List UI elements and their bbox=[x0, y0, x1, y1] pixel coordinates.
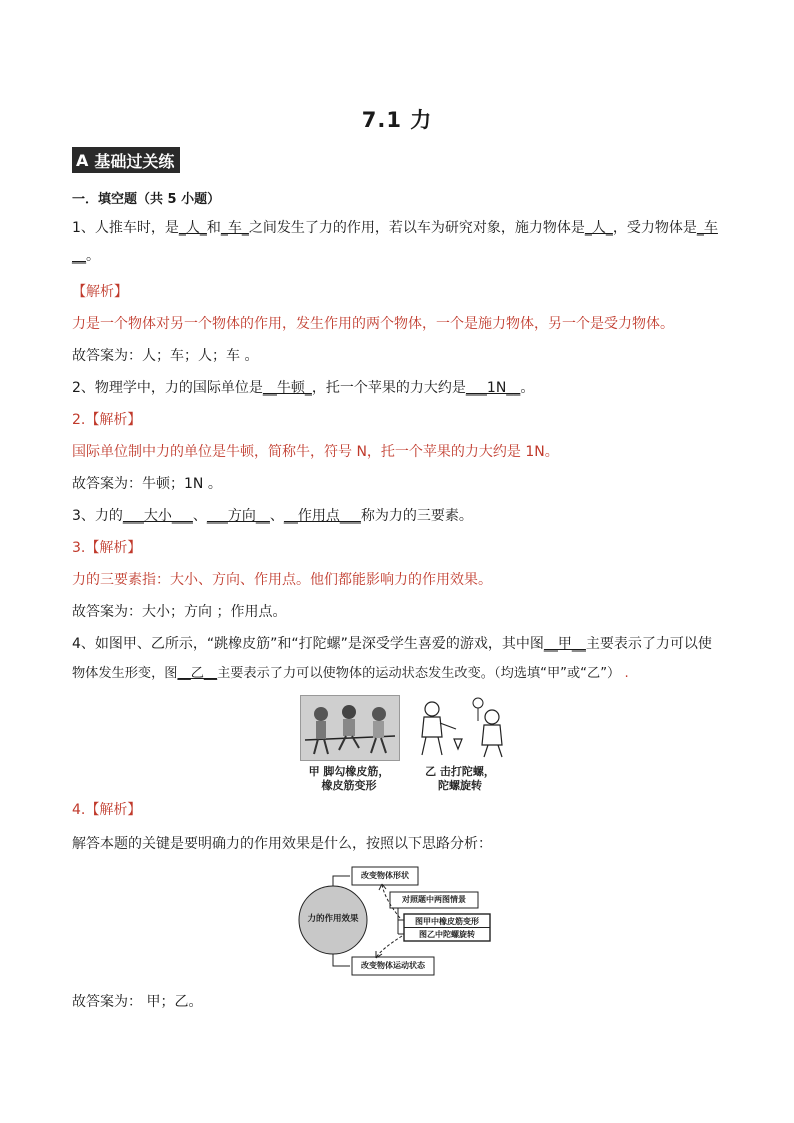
blank: __乙__ bbox=[177, 666, 218, 681]
blank: ___大小___ bbox=[122, 508, 193, 524]
force-effect-diagram bbox=[298, 862, 498, 978]
figure-yi-image bbox=[410, 695, 510, 759]
blank: __作用点___ bbox=[283, 508, 361, 524]
question-1: 1、人推车时，是_人_和_车_之间发生了力的作用，若以车为研究对象，施力物体是_人_，受力物体是_车 bbox=[72, 220, 718, 236]
blank: _车 bbox=[696, 220, 718, 236]
blank: __ bbox=[72, 248, 86, 264]
blank: __甲__ bbox=[543, 636, 586, 652]
blank: _人_ bbox=[178, 220, 207, 236]
blank: ___方向__ bbox=[206, 508, 270, 524]
answer: 故答案为：人；车；人；车 。 bbox=[72, 348, 259, 364]
diagram-r2: 图乙中陀螺旋转 bbox=[419, 930, 475, 939]
blank: _人_ bbox=[584, 220, 613, 236]
banner-tag: A bbox=[76, 150, 89, 170]
section-heading: 一．填空题（共 5 小题） bbox=[72, 192, 221, 207]
analysis-heading: 2.【解析】 bbox=[72, 412, 142, 428]
question-4-cont: 物体发生形变，图__乙__主要表示了力可以使物体的运动状态发生改变。（均选填“甲”或“乙”） . bbox=[72, 666, 629, 681]
section-banner bbox=[72, 147, 180, 173]
question-1-cont: __。 bbox=[72, 248, 100, 264]
blank: _车_ bbox=[220, 220, 249, 236]
diagram-top: 改变物体形状 bbox=[361, 871, 409, 880]
analysis-body: 力是一个物体对另一个物体的作用，发生作用的两个物体，一个是施力物体，另一个是受力物体。 bbox=[72, 316, 674, 332]
analysis-heading: 3.【解析】 bbox=[72, 540, 142, 556]
diagram-mid: 对照题中两图情景 bbox=[402, 895, 466, 904]
analysis-heading: 【解析】 bbox=[72, 284, 128, 300]
analysis-body: 国际单位制中力的单位是牛顿，简称牛，符号 N，托一个苹果的力大约是 1N。 bbox=[72, 444, 559, 460]
diagram-r1: 图甲中橡皮筋变形 bbox=[415, 917, 479, 926]
figure-yi-caption: 乙 击打陀螺， 陀螺旋转 bbox=[425, 765, 495, 792]
figure-jia-caption: 甲 脚勾橡皮筋， 橡皮筋变形 bbox=[308, 765, 390, 792]
question-4: 4、如图甲、乙所示，“跳橡皮筋”和“打陀螺”是深受学生喜爱的游戏，其中图__甲__主要表示了力可以使 bbox=[72, 636, 712, 652]
blank: ___1N__ bbox=[465, 380, 521, 396]
page-title: 7.1 力 bbox=[361, 108, 433, 132]
question-2: 2、物理学中，力的国际单位是__牛顿_，托一个苹果的力大约是___1N__。 bbox=[72, 380, 535, 396]
banner-label: 基础过关练 bbox=[94, 151, 175, 171]
diagram-center: 力的作用效果 bbox=[307, 914, 359, 924]
answer: 故答案为： 甲；乙。 bbox=[72, 994, 203, 1010]
analysis-body: 解答本题的关键是要明确力的作用效果是什么，按照以下思路分析： bbox=[72, 836, 492, 852]
question-3: 3、力的___大小___、___方向__、__作用点___称为力的三要素。 bbox=[72, 508, 473, 524]
blank: __牛顿_ bbox=[262, 380, 312, 396]
answer: 故答案为：牛顿；1N 。 bbox=[72, 476, 222, 492]
analysis-heading: 4.【解析】 bbox=[72, 802, 142, 818]
figure-jia-image bbox=[300, 695, 400, 761]
answer: 故答案为：大小；方向 ；作用点。 bbox=[72, 604, 287, 620]
diagram-bottom: 改变物体运动状态 bbox=[361, 961, 425, 970]
analysis-body: 力的三要素指：大小、方向、作用点。他们都能影响力的作用效果。 bbox=[72, 572, 492, 588]
